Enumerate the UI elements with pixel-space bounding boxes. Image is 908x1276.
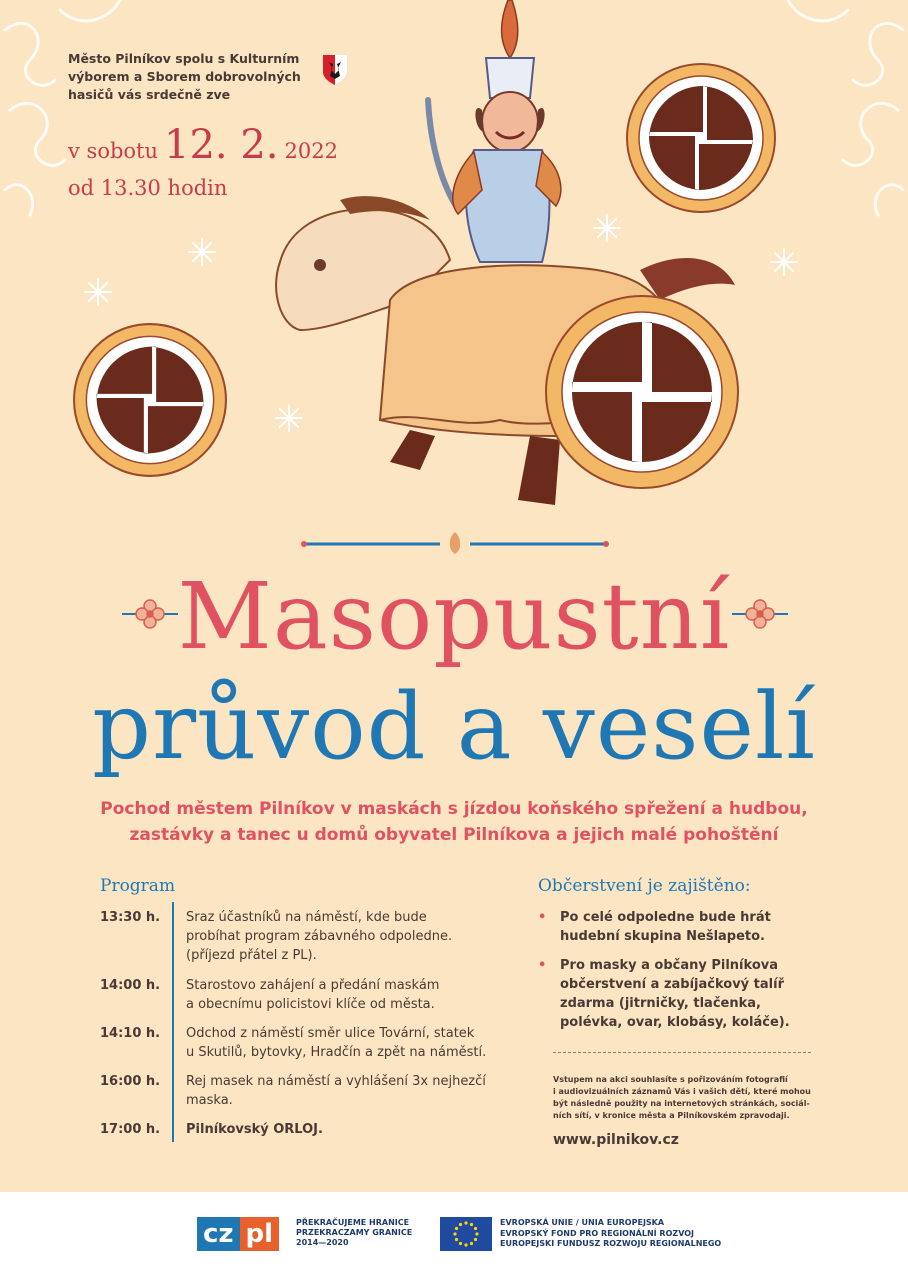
program-line: u Skutilů, bytovky, Hradčín a zpět na náměstí. (186, 1045, 487, 1060)
bullet-icon: • (538, 910, 547, 925)
program-description (186, 908, 526, 965)
refreshments-heading: Občerstvení je zajištěno: (538, 876, 751, 896)
pl-logo-part: pl (240, 1217, 280, 1251)
refreshment-line: Po celé odpoledne bude hrát (560, 910, 771, 925)
consent-line: Vstupem na akci souhlasíte s pořizováním fotografií (553, 1075, 788, 1084)
refreshment-line: polévka, ovar, klobásy, koláče). (560, 1015, 790, 1030)
inviter-line: výborem a Sborem dobrovolných (68, 69, 301, 84)
program-time: 13:30 h. (100, 910, 161, 925)
eu-text-line: EVROPSKÝ FOND PRO REGIONÁLNÍ ROZVOJ (500, 1228, 695, 1238)
program-line: Pilníkovský ORLOJ. (186, 1122, 323, 1137)
program-description (186, 1024, 526, 1062)
subtitle-line: Pochod městem Pilníkov v maskách s jízdou koňského spřežení a hudbou, (100, 799, 808, 819)
refreshment-line: občerstvení a zabíjačkový talíř (560, 977, 784, 992)
refreshment-text (560, 956, 800, 1032)
program-line: Rej masek na náměstí a vyhlášení 3x nejhezčí (186, 1074, 486, 1089)
program-timeline-line (172, 902, 174, 1142)
program-line: (příjezd přátel z PL). (186, 948, 317, 963)
date-year: 2022 (284, 139, 338, 163)
hussar-rider-on-hobby-horse-illustration (260, 0, 760, 520)
cz-text-line: 2014—2020 (296, 1238, 349, 1247)
cz-text-line: PŘEKRAČUJEME HRANICE (296, 1218, 410, 1227)
title-line-1: Masopustní (177, 563, 731, 670)
program-time: 14:10 h. (100, 1026, 161, 1041)
inviter-line: hasičů vás srdečně zve (68, 87, 231, 102)
refreshment-line: Pro masky a občany Pilníkova (560, 958, 778, 973)
refreshment-line: hudební skupina Nešlapeto. (560, 929, 765, 944)
eu-fund-text (500, 1218, 760, 1250)
koblih-pastry-icon (72, 322, 228, 478)
program-line: Odchod z náměstí směr ulice Tovární, statek (186, 1026, 475, 1041)
program-description (186, 1072, 526, 1110)
program-description (186, 1120, 526, 1139)
inviter-line: Město Pilníkov spolu s Kulturním (68, 51, 300, 66)
cz-pl-logo (197, 1217, 279, 1251)
program-line: Sraz účastníků na náměstí, kde bude (186, 910, 427, 925)
program-time: 17:00 h. (100, 1122, 161, 1137)
date-day-month: 12. 2. (164, 122, 279, 168)
bullet-icon: • (538, 958, 547, 973)
subtitle-line: zastávky a tanec u domů obyvatel Pilníkova a jejich malé pohoštění (129, 825, 779, 845)
refreshment-line: zdarma (jitrničky, tlačenka, (560, 996, 761, 1011)
program-line: Starostovo zahájení a předání maskám (186, 978, 440, 993)
website-link[interactable]: www.pilnikov.cz (553, 1132, 679, 1148)
program-line: probíhat program zábavného odpoledne. (186, 929, 453, 944)
consent-line: i audiovizuálních záznamů Vás i vašich dětí, které mohou (553, 1087, 811, 1096)
program-description (186, 976, 526, 1014)
program-heading: Program (100, 876, 176, 896)
subtitle (60, 796, 848, 848)
eu-flag-icon (440, 1217, 492, 1251)
consent-line: ních sítí, v kronice města a Pilníkovském zpravodaji. (553, 1111, 790, 1120)
dashed-divider (553, 1052, 811, 1053)
eu-text-line: EVROPSKÁ UNIE / UNIA EUROPEJSKA (500, 1218, 665, 1227)
program-line: a obecnímu policistovi klíče od města. (186, 997, 435, 1012)
divider-ornament-icon (300, 530, 610, 556)
event-time: od 13.30 hodin (68, 176, 228, 200)
cz-text-line: PRZEKRACZAMY GRANICE (296, 1228, 413, 1237)
title-line-2: průvod a veselí (92, 673, 816, 780)
refreshment-text (560, 908, 800, 946)
program-line: maska. (186, 1093, 233, 1108)
photo-consent-notice (553, 1074, 819, 1122)
date-prefix: v sobotu (68, 139, 159, 163)
cz-logo-part: cz (197, 1217, 240, 1251)
program-time: 14:00 h. (100, 978, 161, 993)
consent-line: být následně použity na internetových stránkách, sociál- (553, 1099, 810, 1108)
eu-text-line: EUROPEJSKI FUNDUSZ ROZWOJU REGIONALNEGO (500, 1239, 722, 1248)
cz-pl-program-text (296, 1218, 426, 1248)
program-time: 16:00 h. (100, 1074, 161, 1089)
